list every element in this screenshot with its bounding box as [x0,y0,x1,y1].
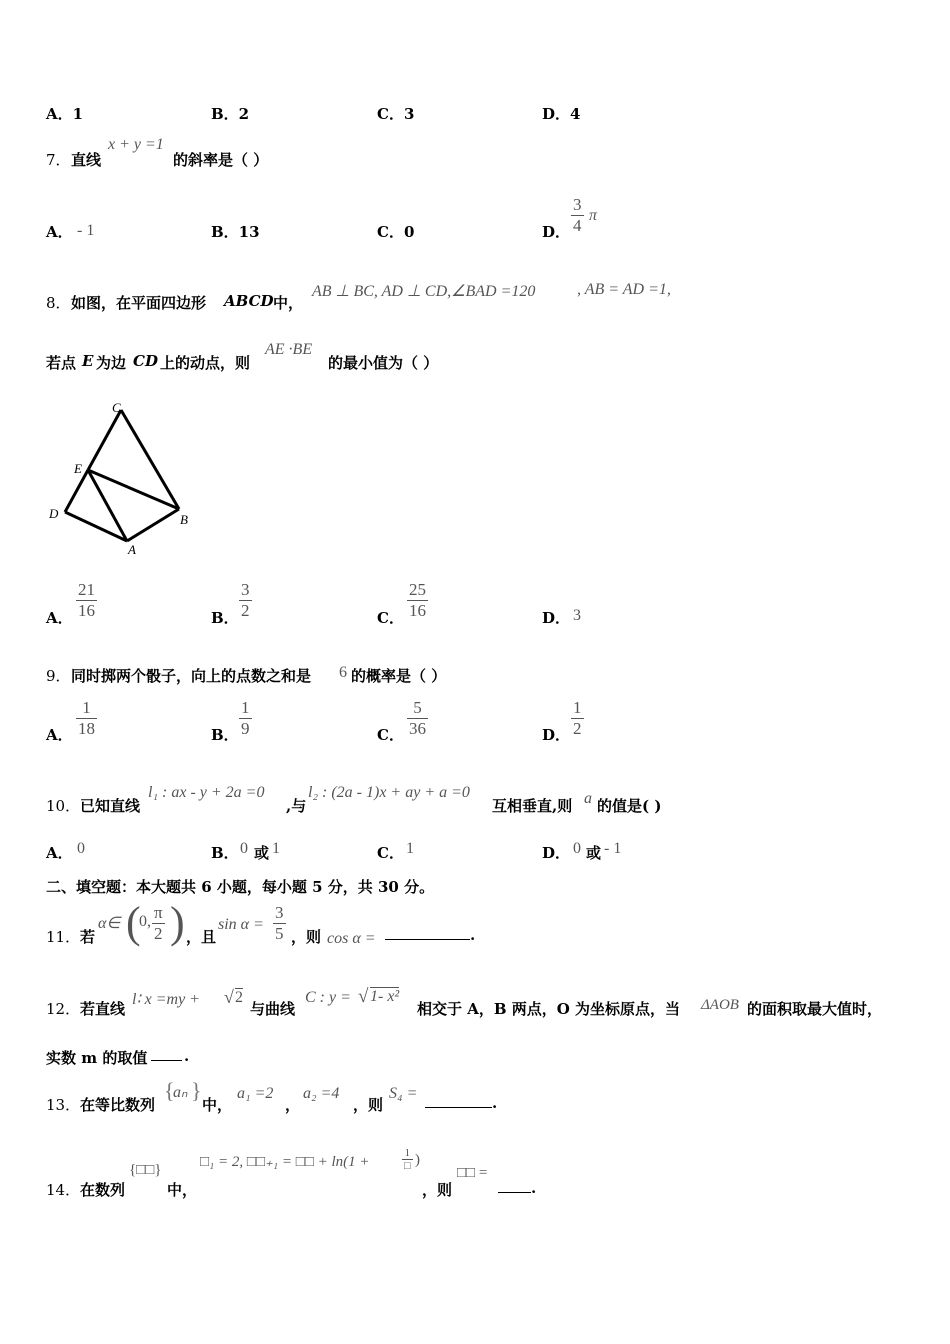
q7-d-denominator: 4 [573,216,582,235]
q9-d-numerator: 1 [573,698,582,717]
q13-left-brace: { [164,1078,175,1103]
q6-option-d: D．4 [542,105,581,123]
q7-option-a-label: A． [46,223,73,241]
q8-b-numerator: 3 [241,580,250,599]
q13-comma: ， [285,1096,301,1114]
q6-option-b: B．2 [211,105,250,123]
q7-prefix: 直线 [71,151,102,169]
q8-option-b-label: B． [211,609,239,627]
q14-end: . [531,1179,537,1197]
q8-option-b-fraction [239,580,252,621]
q13-a2: a₂ =4 [303,1085,340,1102]
q14-recurrence-fraction [402,1147,413,1172]
q14-answer-blank [498,1178,531,1197]
figure-label-a: A [128,542,136,557]
q13-prefix: 在等比数列 [80,1096,156,1114]
q7-formula: x + y =1 [108,136,164,153]
q9-option-b-fraction [239,698,252,739]
q13-a1: a₁ =2 [237,1085,274,1102]
q9-c-denominator: 36 [409,719,426,738]
q14-rec-denominator: □ [404,1160,411,1172]
q14-rec-numerator: 1 [404,1147,411,1159]
q12-mid: 与曲线 [250,1000,296,1018]
q8-prefix: 如图，在平面四边形 [71,294,207,312]
q9-a-numerator: 1 [82,698,91,717]
q12-sqrt-sign: √ [224,987,234,1007]
q11-prefix: 若 [80,928,96,946]
q8-c-numerator: 25 [409,580,426,599]
q10-option-d-value2: - 1 [604,840,622,857]
q13-then: ，则 [353,1096,384,1114]
q12-suffix: 相交于 A，B 两点，O 为坐标原点，当 [417,1000,681,1018]
q9-option-c-label: C． [377,726,404,744]
q8-option-c-label: C． [377,609,404,627]
q8-abcd: ABCD [224,292,274,310]
figure-label-e: E [74,461,82,476]
q8-line2-suffix: 的最小值为（ ） [328,354,439,372]
q10-suffix: 互相垂直,则 [492,797,573,815]
q12-suffix2: 的面积取最大值时， [747,1000,883,1018]
q12-triangle: ΔAOB [701,997,739,1013]
q8-condition-1: AB ⊥ BC, AD ⊥ CD,∠BAD =120 [312,283,536,300]
q10-option-d-label: D． [542,844,571,862]
q11-right-paren: ) [170,898,185,947]
q14-prefix: 在数列 [80,1181,126,1199]
q14-sequence: {□□} [129,1162,162,1178]
q10-option-c-value: 1 [406,840,414,857]
q10-option-a-label: A． [46,844,73,862]
q7-option-b: B．13 [211,223,260,241]
q12-curve-sqrt-sign: √ [358,986,369,1007]
q14-mid: 中， [167,1181,198,1199]
q12-curve: C : y = [305,989,351,1006]
q8-dot-product: AE ·BE [265,341,313,358]
q10-option-c-label: C． [377,844,404,862]
q9-option-a-label: A． [46,726,73,744]
q12-line2: 实数 m 的取值 [46,1049,148,1067]
q10-line-l2: l₂ : (2a - 1)x + ay + a =0 [308,784,470,801]
q12-number: 12． [46,1000,81,1018]
q11-left-paren: ( [126,898,141,947]
q7-d-numerator: 3 [573,195,582,214]
q8-option-d-value: 3 [573,607,581,624]
q11-end: . [470,926,476,944]
q11-pi-numerator: π [154,903,163,922]
quadrilateral-figure [40,398,200,558]
q10-prefix: 已知直线 [80,797,141,815]
q9-six: 6 [339,664,347,681]
q9-option-a-fraction [76,698,97,739]
q7-suffix: 的斜率是（ ） [173,151,269,169]
q12-line-l: l∶ x =my + [132,991,200,1008]
q7-number: 7． [46,151,71,169]
q11-cos: cos α = [327,930,376,947]
q7-option-d-fraction [571,195,584,236]
q9-option-d-fraction [571,698,584,739]
q6-option-c: C．3 [377,105,415,123]
q11-zero: 0, [139,913,151,930]
q14-recurrence-end: ) [415,1152,420,1168]
q12-answer-blank [151,1046,182,1065]
q11-then: ，则 [291,928,322,946]
q8-a-denominator: 16 [78,601,95,620]
q14-then: ，则 [422,1181,453,1199]
q11-and: ，且 [186,928,217,946]
q10-option-b-value1: 0 [240,840,248,857]
q10-mid: ,与 [286,797,307,815]
q9-number: 9． [46,667,71,685]
q13-s4: S₄ = [389,1085,418,1102]
q8-a-numerator: 21 [78,580,95,599]
q10-option-b-value2: 1 [272,840,280,857]
q12-sqrt2: 2 [235,989,243,1006]
q11-answer-blank [385,925,470,944]
q8-number: 8． [46,294,71,312]
q8-option-a-label: A． [46,609,73,627]
q10-option-d-value1: 0 [573,840,581,857]
q12-end: . [184,1047,190,1065]
q14-number: 14． [46,1181,81,1199]
q10-line-l1: l₁ : ax - y + 2a =0 [148,784,265,801]
q8-line2-prefix: 若点 [46,354,77,372]
q7-option-d-label: D． [542,223,571,241]
q13-mid: 中， [202,1096,233,1114]
q13-number: 13． [46,1096,81,1114]
figure-label-c: C [112,400,121,415]
q14-recurrence: □₁ = 2, □□₊₁ = □□ + ln(1 + [200,1154,370,1170]
q8-point-e: E [82,352,94,370]
q11-sin-numerator: 3 [275,903,284,922]
q11-sin: sin α = [218,916,264,933]
q9-suffix: 的概率是（ ） [351,667,447,685]
q12-prefix: 若直线 [80,1000,126,1018]
q8-b-denominator: 2 [241,601,250,620]
q11-pi-denominator: 2 [152,923,165,944]
q6-option-a: A．1 [46,105,84,123]
q7-option-a-value: - 1 [77,222,95,239]
q8-line2-mid: 为边 [96,354,127,372]
q9-option-d-label: D． [542,726,571,744]
q14-general-term: □□ = [457,1165,488,1181]
q8-c-denominator: 16 [409,601,426,620]
q13-end: . [492,1094,498,1112]
q11-interval-fraction [152,903,165,944]
section-2-heading: 二、填空题：本大题共 6 小题，每小题 5 分，共 30 分。 [46,878,435,896]
q11-number: 11． [46,928,81,946]
q10-option-d-or: 或 [586,844,602,862]
q8-edge-cd: CD [133,352,158,370]
q10-option-b-or: 或 [254,844,270,862]
figure-label-d: D [49,506,59,521]
q11-sin-denominator: 5 [275,924,284,943]
q11-sin-fraction [273,903,286,944]
q13-answer-blank [425,1093,492,1112]
q7-option-d-pi: π [589,207,598,224]
q9-prefix: 同时掷两个骰子，向上的点数之和是 [71,667,312,685]
q9-b-numerator: 1 [241,698,250,717]
q8-condition-2: , AB = AD =1, [577,281,671,298]
q9-b-denominator: 9 [241,719,250,738]
q10-suffix2: 的值是( ) [597,797,662,815]
q10-option-a-value: 0 [77,840,85,857]
q8-option-a-fraction [76,580,97,621]
q10-option-b-label: B． [211,844,239,862]
q10-number: 10． [46,797,81,815]
q9-option-c-fraction [407,698,428,739]
q8-line2-mid2: 上的动点，则 [160,354,251,372]
q9-d-denominator: 2 [573,719,582,738]
q10-variable-a: a [584,790,592,807]
q9-c-numerator: 5 [413,698,422,717]
q8-option-c-fraction [407,580,428,621]
q13-an: aₙ [173,1084,188,1101]
q13-right-brace: } [191,1078,202,1103]
q12-curve-sqrt-body: 1- x² [370,988,400,1005]
q9-option-b-label: B． [211,726,239,744]
q7-option-c: C．0 [377,223,415,241]
q9-a-denominator: 18 [78,719,95,738]
q8-option-d-label: D． [542,609,571,627]
figure-label-b: B [180,512,188,527]
q11-alpha-in: α∈ [98,915,121,932]
q8-mid: 中， [273,294,304,312]
